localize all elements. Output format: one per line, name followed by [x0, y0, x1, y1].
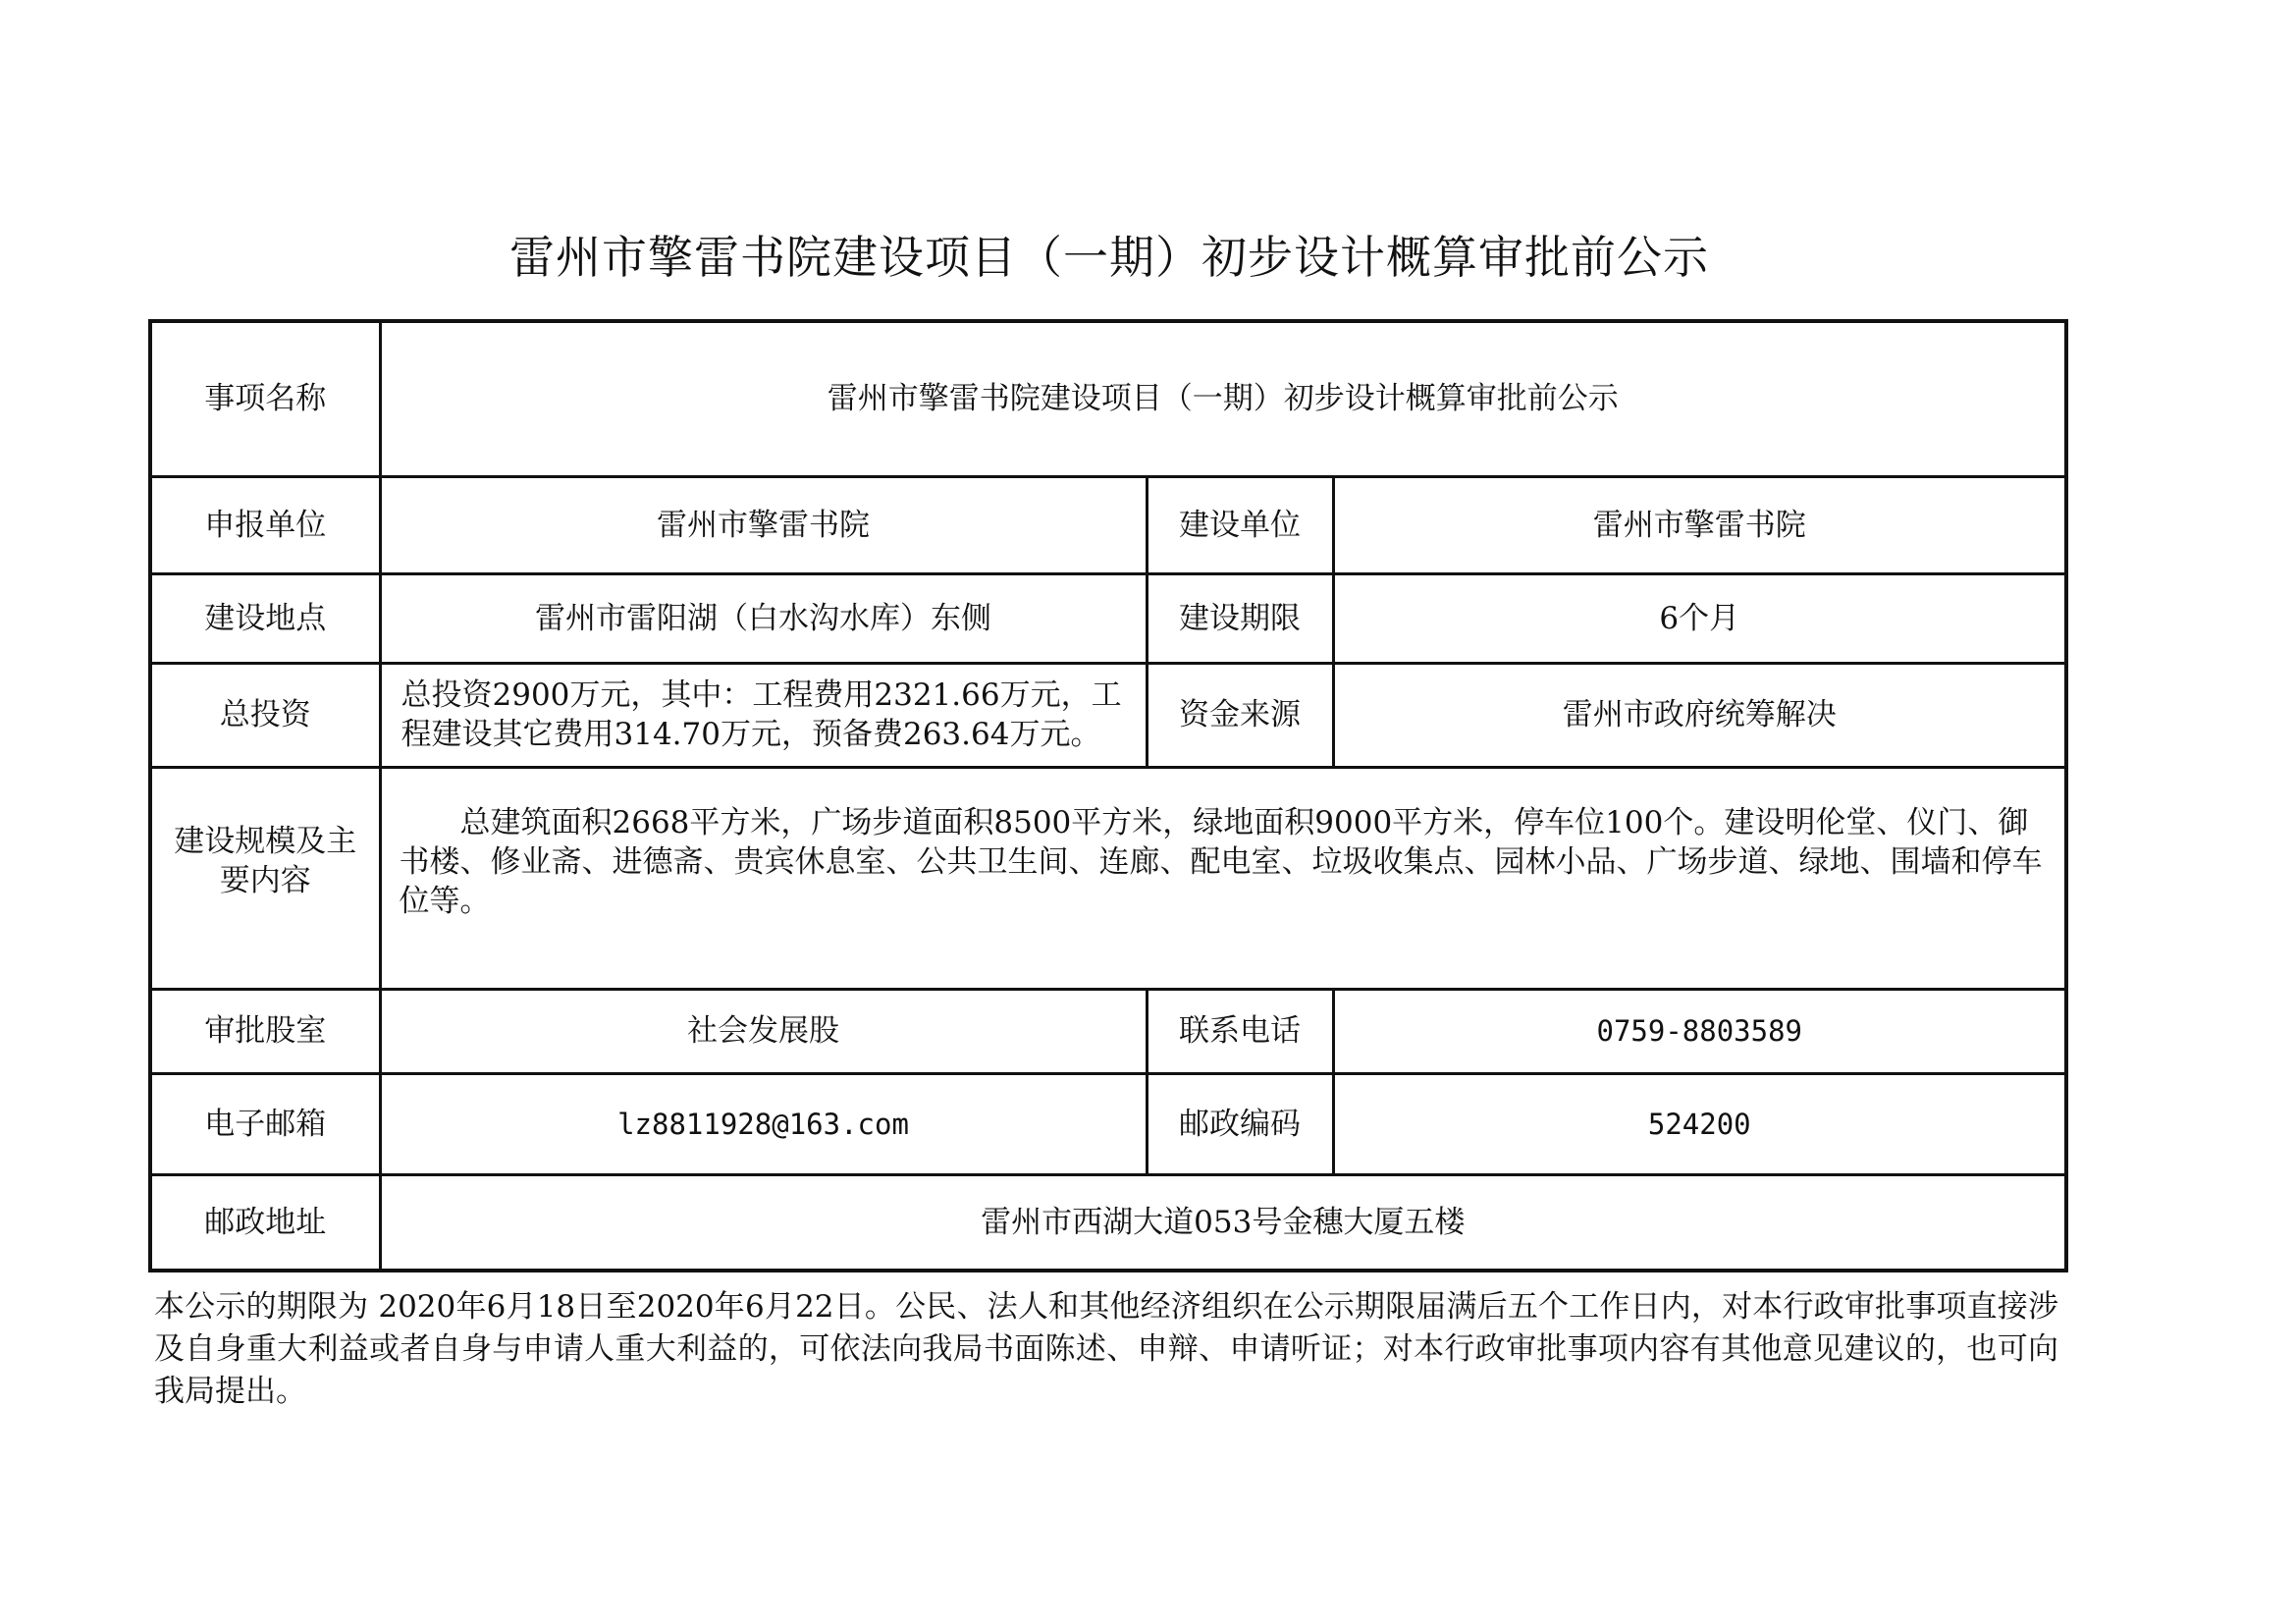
investment-label: 总投资 — [150, 663, 380, 767]
investment-line-1: 总投资2900万元，其中：工程费用2321.66万元，工 — [400, 677, 1122, 713]
item-name-label: 事项名称 — [150, 321, 380, 476]
location-value: 雷州市雷阳湖（白水沟水库）东侧 — [380, 573, 1147, 663]
row-email-postcode — [150, 1073, 2066, 1174]
row-applicant-builder — [150, 476, 2066, 573]
scale-label — [150, 767, 380, 989]
applicant-label: 申报单位 — [150, 476, 380, 573]
scale-label-line-1: 建设规模及主 — [174, 824, 357, 859]
row-office-phone — [150, 989, 2066, 1073]
row-location-period — [150, 573, 2066, 663]
page-title: 雷州市擎雷书院建设项目（一期）初步设计概算审批前公示 — [509, 231, 1709, 284]
location-label: 建设地点 — [150, 573, 380, 663]
item-name-value: 雷州市擎雷书院建设项目（一期）初步设计概算审批前公示 — [380, 321, 2066, 476]
builder-label: 建设单位 — [1147, 476, 1333, 573]
investment-line-2: 程建设其它费用314.70万元，预备费263.64万元。 — [400, 717, 1101, 752]
office-label: 审批股室 — [150, 989, 380, 1073]
row-address — [150, 1174, 2066, 1271]
investment-value — [380, 663, 1147, 767]
applicant-value: 雷州市擎雷书院 — [380, 476, 1147, 573]
builder-value: 雷州市擎雷书院 — [1333, 476, 2066, 573]
scale-value: 总建筑面积2668平方米，广场步道面积8500平方米，绿地面积9000平方米，停车位100个。建设明伦堂、仪门、御书楼、修业斋、进德斋、贵宾休息室、公共卫生间、连廊、配电室、垃圾收集点、园林小品、广场步道、绿地、围墙和停车位等。 — [380, 767, 2066, 989]
postcode-label: 邮政编码 — [1147, 1073, 1333, 1174]
approval-info-table — [148, 319, 2068, 1272]
address-label: 邮政地址 — [150, 1174, 380, 1271]
period-value: 6个月 — [1333, 573, 2066, 663]
publicity-notice: 本公示的期限为 2020年6月18日至2020年6月22日。公民、法人和其他经济组织在公示期限届满后五个工作日内，对本行政审批事项直接涉及自身重大利益或者自身与申请人重大利益的，可依法向我局书面陈述、申辩、申请听证；对本行政审批事项内容有其他意见建议的，也可向我局提出。 — [154, 1289, 2058, 1409]
postcode-value: 524200 — [1333, 1073, 2066, 1174]
email-label: 电子邮箱 — [150, 1073, 380, 1174]
row-investment-funding — [150, 663, 2066, 767]
phone-label: 联系电话 — [1147, 989, 1333, 1073]
scale-label-line-2: 要内容 — [219, 863, 311, 898]
period-label: 建设期限 — [1147, 573, 1333, 663]
address-value: 雷州市西湖大道053号金穗大厦五楼 — [380, 1174, 2066, 1271]
row-item-name — [150, 321, 2066, 476]
funding-value: 雷州市政府统筹解决 — [1333, 663, 2066, 767]
funding-label: 资金来源 — [1147, 663, 1333, 767]
row-scale — [150, 767, 2066, 989]
phone-value: 0759-8803589 — [1333, 989, 2066, 1073]
email-value: lz8811928@163.com — [380, 1073, 1147, 1174]
office-value: 社会发展股 — [380, 989, 1147, 1073]
